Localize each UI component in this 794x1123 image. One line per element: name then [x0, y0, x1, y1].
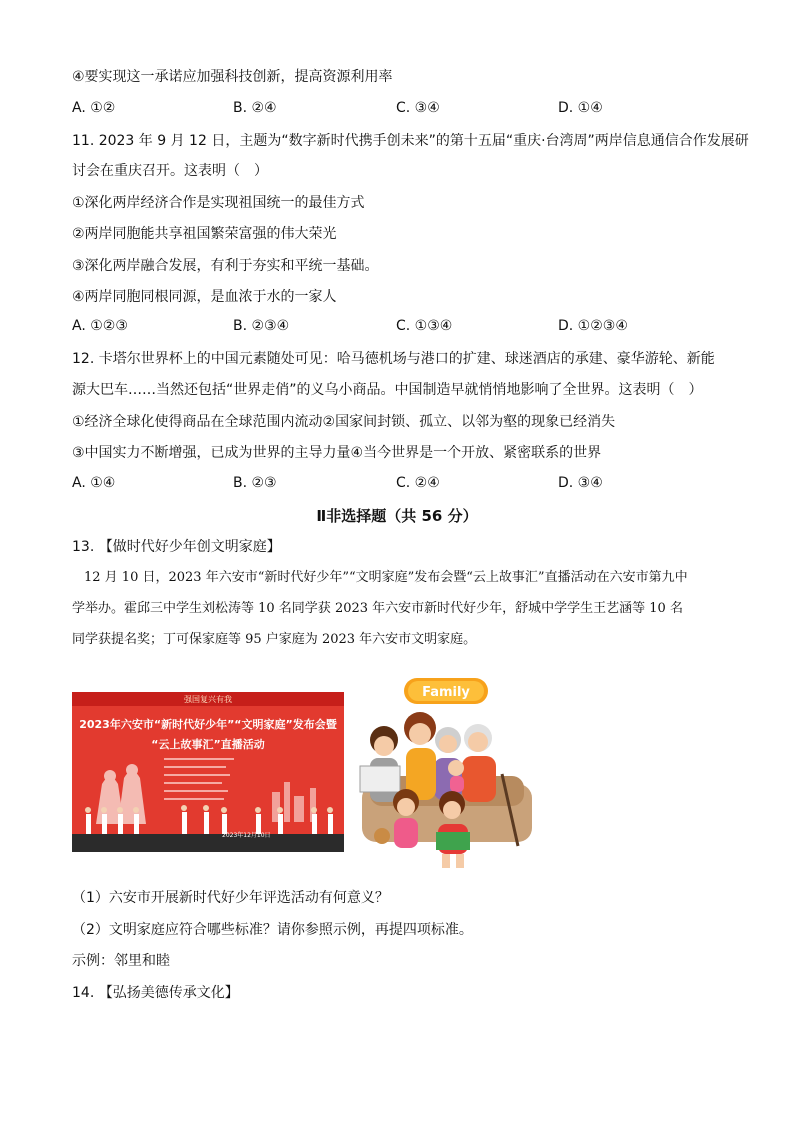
q12-option-a: A. ①④ — [72, 475, 116, 491]
q13-material-line-3: 同学获提名奖；丁可保家庭等 95 户家庭为 2023 年六安市文明家庭。 — [72, 632, 477, 647]
q13-material-line-2: 学举办。霍邱三中学生刘松涛等 10 名同学获 2023 年六安市新时代好少年，舒城中学学生王艺涵等 10 名 — [72, 601, 683, 616]
q12-option-d: D. ③④ — [558, 475, 603, 491]
q10-option-d: D. ①④ — [558, 100, 603, 116]
q12-stem-line-2: 源大巴车……当然还包括“世界走俏”的义乌小商品。中国制造早就悄悄地影响了全世界。这表明（ ） — [72, 382, 703, 398]
family-cartoon — [352, 676, 536, 876]
photo-title-line-2: “云上故事汇”直播活动 — [151, 738, 265, 751]
q13-sub-question-1: （1）六安市开展新时代好少年评选活动有何意义？ — [72, 890, 389, 906]
q13-example: 示例：邻里和睦 — [72, 953, 170, 969]
event-photo — [72, 692, 344, 852]
q12-options — [72, 475, 732, 493]
q11-item-3: ③深化两岸融合发展，有利于夯实和平统一基础。 — [72, 258, 379, 274]
family-illustration — [352, 676, 536, 876]
family-sign-text: Family — [422, 685, 470, 700]
q10-options — [72, 100, 732, 118]
q12-items-line-1: ①经济全球化使得商品在全球范围内流动②国家间封锁、孤立、以邻为壑的现象已经消失 — [72, 414, 616, 430]
q14-title: 14. 【弘扬美德传承文化】 — [72, 985, 239, 1001]
section-2-heading: Ⅱ非选择题（共 56 分） — [316, 507, 478, 525]
q10-item-4: ④要实现这一承诺应加强科技创新，提高资源利用率 — [72, 69, 393, 85]
q13-title: 13. 【做时代好少年创文明家庭】 — [72, 539, 281, 555]
q13-material-line-1: 12 月 10 日，2023 年六安市“新时代好少年”“文明家庭”发布会暨“云上故事汇”直播活动在六安市第九中 — [84, 570, 688, 585]
q11-option-c: C. ①③④ — [396, 318, 453, 334]
q11-option-d: D. ①②③④ — [558, 318, 628, 334]
q12-option-c: C. ②④ — [396, 475, 440, 491]
q11-options — [72, 318, 732, 336]
q11-stem-line-2: 讨会在重庆召开。这表明（ ） — [72, 163, 268, 179]
q11-stem-line-1: 11. 2023 年 9 月 12 日，主题为“数字新时代携手创未来”的第十五届“重庆·台湾周”两岸信息通信合作发展研 — [72, 133, 749, 149]
q12-stem-line-1: 12. 卡塔尔世界杯上的中国元素随处可见：哈马德机场与港口的扩建、球迷酒店的承建、豪华游轮、新能 — [72, 351, 715, 367]
q12-option-b: B. ②③ — [233, 475, 277, 491]
q11-item-4: ④两岸同胞同根同源，是血浓于水的一家人 — [72, 289, 337, 305]
q10-option-a: A. ①② — [72, 100, 116, 116]
q11-option-b: B. ②③④ — [233, 318, 290, 334]
q13-sub-question-2: （2）文明家庭应符合哪些标准？请你参照示例，再提四项标准。 — [72, 922, 473, 938]
photo-header-text: 强国复兴有我 — [184, 695, 232, 704]
q11-option-a: A. ①②③ — [72, 318, 128, 334]
q10-option-b: B. ②④ — [233, 100, 277, 116]
photo-title-line-1: 2023年六安市“新时代好少年”“文明家庭”发布会暨 — [79, 718, 337, 731]
q12-items-line-2: ③中国实力不断增强，已成为世界的主导力量④当今世界是一个开放、紧密联系的世界 — [72, 445, 602, 461]
q11-item-1: ①深化两岸经济合作是实现祖国统一的最佳方式 — [72, 195, 365, 211]
q10-option-c: C. ③④ — [396, 100, 440, 116]
photo-stage-scene — [72, 692, 344, 852]
q11-item-2: ②两岸同胞能共享祖国繁荣富强的伟大荣光 — [72, 226, 337, 242]
photo-date: 2023年12月10日 — [222, 832, 271, 839]
